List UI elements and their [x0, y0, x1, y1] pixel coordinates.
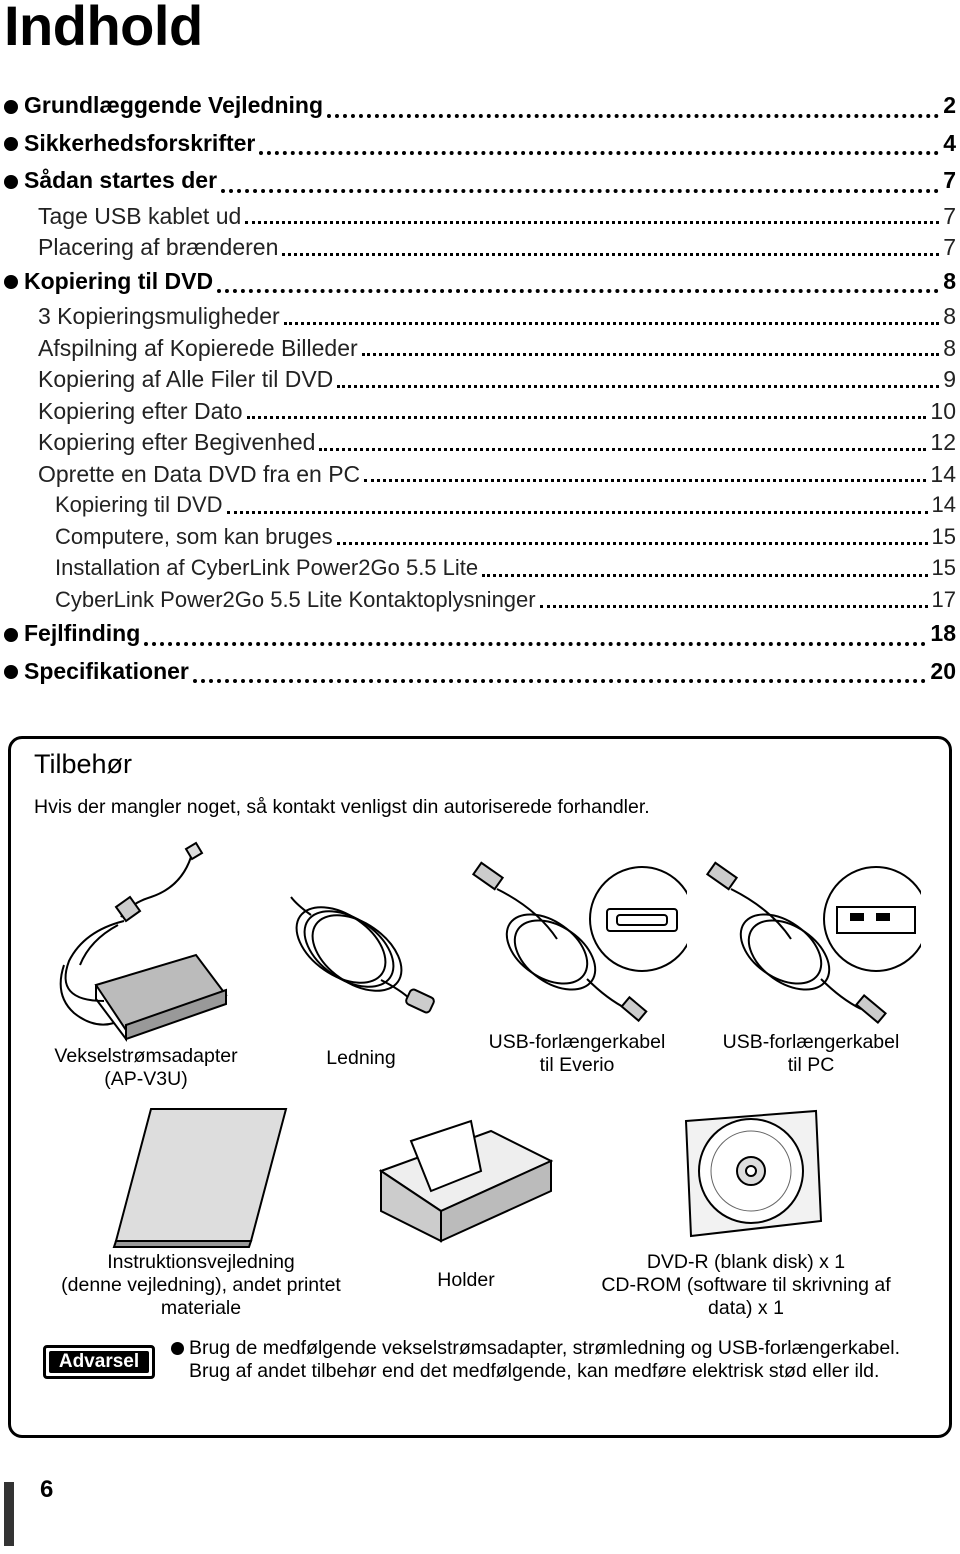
page-number: 6: [40, 1476, 54, 1503]
toc-leader-dots: [284, 322, 940, 325]
table-of-contents: [0, 88, 960, 691]
toc-entry-page: 14: [931, 492, 956, 517]
toc-entry[interactable]: [0, 126, 960, 164]
warning-text: Brug de medfølgende vekselstrømsadapter, strømledning og USB-forlængerkabel. Brug af andet tilbehør end det medfølgende, kan medføre elektrisk stød eller ild.: [171, 1337, 929, 1383]
toc-leader-dots: [144, 642, 926, 646]
toc-entry-label: Sådan startes der: [24, 167, 218, 193]
toc-entry[interactable]: [0, 396, 960, 428]
accessories-box: [8, 736, 952, 1438]
toc-leader-dots: [364, 479, 926, 482]
power-cord-illustration: [271, 885, 451, 1035]
toc-entry-label: Kopiering til DVD: [24, 267, 214, 294]
discs-caption: DVD-R (blank disk) x 1 CD-ROM (software til skrivning af data) x 1: [601, 1251, 891, 1319]
warning-label: Advarsel: [49, 1351, 149, 1373]
bullet-icon: [4, 665, 18, 679]
toc-leader-dots: [327, 114, 939, 118]
toc-entry-label: Installation af CyberLink Power2Go 5.5 Lite: [55, 555, 479, 580]
holder-caption: Holder: [437, 1269, 495, 1291]
toc-entry-label: Kopiering til DVD: [55, 492, 223, 517]
toc-entry-label: Sikkerhedsforskrifter: [24, 129, 256, 156]
bullet-icon: [4, 628, 18, 642]
toc-entry-label: Fejlfinding: [24, 620, 141, 646]
toc-entry-page: 18: [930, 620, 956, 646]
toc-entry-page: 12: [930, 429, 956, 455]
toc-entry-label: Kopiering efter Dato: [38, 397, 243, 424]
toc-leader-dots: [337, 385, 939, 388]
toc-entry[interactable]: [0, 427, 960, 459]
toc-entry[interactable]: [0, 301, 960, 333]
toc-entry[interactable]: [0, 333, 960, 365]
toc-entry[interactable]: [0, 201, 960, 233]
toc-entry-label: Oprette en Data DVD fra en PC: [38, 460, 361, 487]
disc-case-illustration: [646, 1101, 846, 1251]
toc-entry-page: 15: [931, 523, 956, 549]
toc-entry-page: 2: [943, 92, 956, 118]
warning-badge: [43, 1345, 155, 1379]
toc-entry[interactable]: [0, 364, 960, 396]
page-number-bar: [4, 1482, 14, 1546]
toc-entry[interactable]: [0, 264, 960, 302]
accessories-title: Tilbehør: [34, 749, 133, 779]
manual-illustration: [101, 1101, 301, 1251]
toc-entry-page: 17: [931, 586, 956, 612]
toc-leader-dots: [337, 542, 928, 545]
page-title: Indhold: [4, 0, 203, 57]
toc-leader-dots: [319, 448, 926, 451]
toc-entry-label: 3 Kopieringsmuligheder: [38, 303, 280, 329]
bullet-icon: [171, 1342, 184, 1355]
toc-entry-page: 7: [943, 234, 956, 260]
manual-caption: Instruktionsvejledning (denne vejledning), andet printet materiale: [61, 1251, 341, 1319]
usb-cable-everio-item: [467, 859, 687, 1077]
usb-cable-pc-item: [701, 859, 921, 1077]
toc-entry[interactable]: [0, 490, 960, 522]
toc-entry[interactable]: [0, 522, 960, 554]
ac-adapter-item: [31, 835, 261, 1091]
toc-leader-dots: [540, 605, 928, 608]
toc-leader-dots: [282, 253, 939, 256]
toc-entry-label: Grundlæggende Vejledning: [24, 92, 324, 118]
toc-entry[interactable]: [0, 163, 960, 201]
toc-entry-page: 20: [930, 657, 956, 684]
toc-entry-page: 10: [930, 397, 956, 424]
toc-leader-dots: [245, 221, 939, 224]
toc-entry-page: 7: [943, 167, 956, 193]
bullet-icon: [4, 100, 18, 114]
bullet-icon: [4, 137, 18, 151]
holder-illustration: [371, 1101, 561, 1251]
toc-entry-page: 9: [943, 366, 956, 392]
ac-adapter-illustration: [46, 835, 246, 1045]
toc-leader-dots: [193, 679, 927, 683]
holder-item: [371, 1101, 561, 1292]
toc-leader-dots: [221, 189, 939, 193]
toc-entry-page: 8: [943, 267, 956, 294]
toc-entry-page: 15: [931, 555, 956, 580]
toc-leader-dots: [247, 416, 927, 419]
bullet-icon: [4, 175, 18, 189]
toc-entry-label: Computere, som kan bruges: [55, 523, 333, 549]
toc-entry[interactable]: [0, 88, 960, 126]
usb-cable-pc-illustration: [701, 859, 921, 1039]
toc-entry[interactable]: [0, 232, 960, 264]
power-cord-caption: Ledning: [326, 1047, 396, 1069]
toc-entry-label: Specifikationer: [24, 657, 189, 684]
toc-leader-dots: [259, 151, 939, 155]
toc-entry[interactable]: [0, 553, 960, 585]
toc-entry[interactable]: [0, 654, 960, 692]
usb-cable-pc-caption: USB-forlængerkabel til PC: [722, 1031, 900, 1076]
usb-cable-everio-illustration: [467, 859, 687, 1039]
ac-adapter-caption: Vekselstrømsadapter (AP-V3U): [54, 1045, 238, 1090]
toc-leader-dots: [362, 353, 940, 356]
toc-entry-page: 14: [930, 460, 956, 487]
toc-leader-dots: [217, 289, 939, 293]
toc-entry-page: 7: [943, 202, 956, 229]
power-cord-item: [261, 885, 461, 1070]
toc-entry-label: Placering af brænderen: [38, 234, 279, 260]
toc-entry[interactable]: [0, 616, 960, 654]
toc-entry-page: 4: [943, 129, 956, 156]
toc-entry-label: Kopiering efter Begivenhed: [38, 429, 316, 455]
toc-entry[interactable]: [0, 459, 960, 491]
accessories-intro: Hvis der mangler noget, så kontakt venligst din autoriserede forhandler.: [34, 796, 650, 818]
manual-item: [31, 1101, 371, 1320]
toc-entry-label: CyberLink Power2Go 5.5 Lite Kontaktoplysninger: [55, 586, 536, 612]
toc-entry-page: 8: [943, 303, 956, 329]
toc-entry-label: Kopiering af Alle Filer til DVD: [38, 366, 334, 392]
toc-entry[interactable]: [0, 585, 960, 617]
toc-leader-dots: [482, 574, 927, 577]
discs-item: [571, 1101, 921, 1320]
usb-cable-everio-caption: USB-forlængerkabel til Everio: [488, 1031, 666, 1076]
toc-entry-page: 8: [943, 334, 956, 361]
toc-entry-label: Afspilning af Kopierede Billeder: [38, 334, 358, 361]
bullet-icon: [4, 275, 18, 289]
toc-leader-dots: [227, 511, 928, 514]
toc-entry-label: Tage USB kablet ud: [38, 202, 242, 229]
